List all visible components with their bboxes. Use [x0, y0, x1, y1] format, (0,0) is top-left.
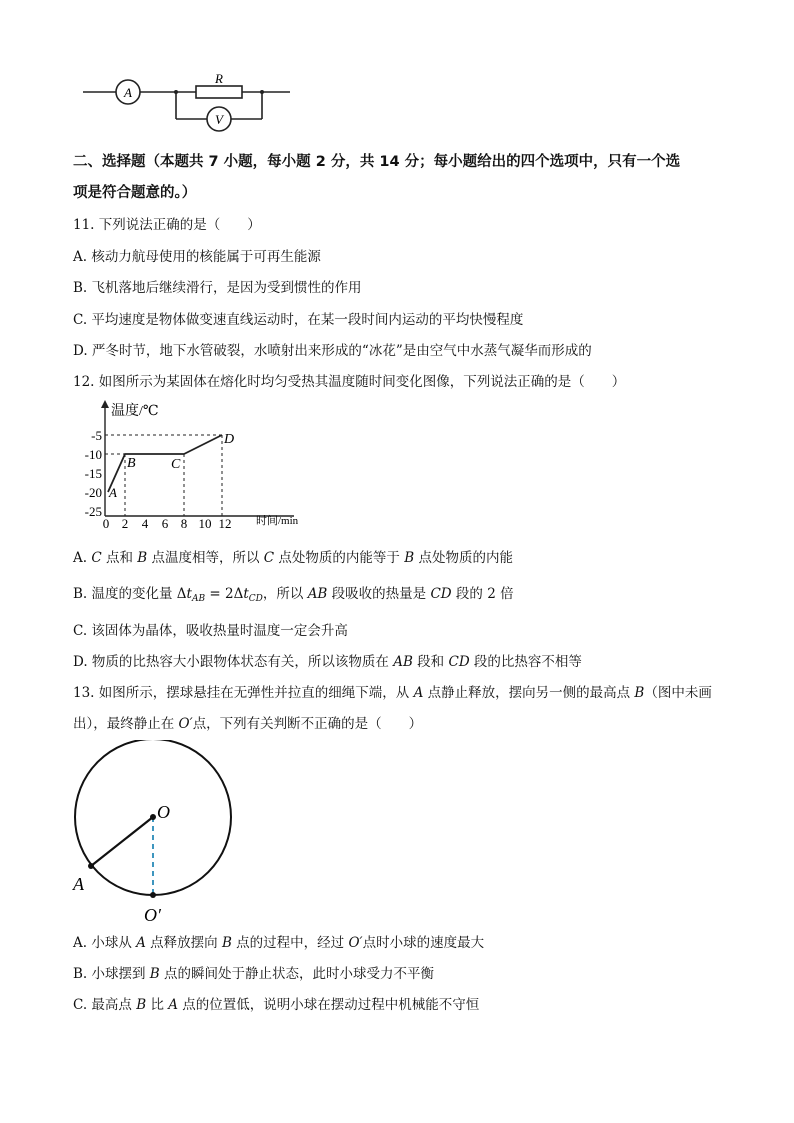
q13-option-c: C. 最高点 B 比 A 点的位置低，说明小球在摆动过程中机械能不守恒 [73, 997, 480, 1013]
section-header-line1: 二、选择题（本题共 7 小题，每小题 2 分，共 14 分；每小题给出的四个选项中，只有一个选 [73, 154, 681, 170]
x-tick: 4 [141, 516, 149, 531]
q12-option-c: C. 该固体为晶体，吸收热量时温度一定会升高 [73, 623, 348, 639]
graph-xlabel: 时间/min [256, 515, 299, 527]
q11-stem: 11. 下列说法正确的是（ ） [73, 217, 261, 233]
q12-stem: 12. 如图所示为某固体在熔化时均匀受热其温度随时间变化图像，下列说法正确的是（ ） [73, 374, 626, 390]
q12-option-b: B. 温度的变化量 $\Delta t_{AB} = 2\Delta t_{CD}$，所以 AB 段吸收的热量是 CD 段的 2 倍 [73, 586, 514, 604]
ammeter-label: A [124, 85, 132, 100]
pivot-point [150, 814, 156, 820]
q13-stem-line2: 出），最终静止在 O′点，下列有关判断不正确的是（ ） [73, 716, 423, 732]
q12-option-d: D. 物质的比热容大小跟物体状态有关，所以该物质在 AB 段和 CD 段的比热容不相等 [73, 654, 582, 670]
q13-stem-line1: 13. 如图所示，摆球悬挂在无弹性并拉直的细绳下端，从 A 点静止释放，摆向另一侧的最高点 B（图中未画 [73, 685, 712, 701]
q11-option-c: C. 平均速度是物体做变速直线运动时，在某一段时间内运动的平均快慢程度 [73, 312, 524, 328]
q13-option-a: A. 小球从 A 点释放摆向 B 点的过程中，经过 O′点时小球的速度最大 [73, 935, 485, 951]
y-tick: -20 [84, 485, 102, 500]
label-o: O [157, 802, 170, 822]
point-label-c: C [171, 457, 181, 472]
point-label-a: A [109, 485, 117, 500]
temperature-time-graph [72, 398, 308, 532]
temperature-curve [108, 435, 222, 492]
resistor-symbol [196, 86, 242, 98]
q11-option-b: B. 飞机落地后继续滑行，是因为受到惯性的作用 [73, 280, 362, 296]
q11-option-d: D. 严冬时节，地下水管破裂，水喷射出来形成的“冰花”是由空气中水蒸气凝华而形成的 [73, 343, 592, 359]
ball-point-o-prime [150, 892, 156, 898]
circuit-diagram [78, 72, 298, 132]
y-tick: -25 [84, 504, 102, 519]
y-tick: -15 [84, 466, 102, 481]
x-tick: 12 [218, 516, 232, 531]
x-tick: 6 [161, 516, 169, 531]
x-tick: 10 [198, 516, 212, 531]
pendulum-string [91, 817, 153, 866]
section-header-line2: 项是符合题意的。） [73, 185, 197, 201]
q11-option-a: A. 核动力航母使用的核能属于可再生能源 [73, 249, 321, 265]
ball-point-a [88, 863, 94, 869]
x-tick: 8 [180, 516, 188, 531]
point-label-d: D [224, 432, 235, 447]
x-tick: 0 [102, 516, 110, 531]
pendulum-diagram [64, 740, 244, 926]
label-o-prime: O′ [144, 905, 161, 925]
graph-ylabel: 温度/℃ [111, 404, 159, 419]
q13-option-b: B. 小球摆到 B 点的瞬间处于静止状态，此时小球受力不平衡 [73, 966, 435, 982]
q12-option-a: A. C 点和 B 点温度相等，所以 C 点处物质的内能等于 B 点处物质的内能 [73, 550, 513, 566]
x-tick: 2 [121, 516, 129, 531]
label-a: A [73, 874, 84, 894]
resistor-label: R [215, 72, 223, 86]
y-tick: -5 [91, 428, 102, 443]
point-label-b: B [127, 456, 136, 471]
voltmeter-label: V [215, 112, 223, 127]
y-tick: -10 [84, 447, 102, 462]
